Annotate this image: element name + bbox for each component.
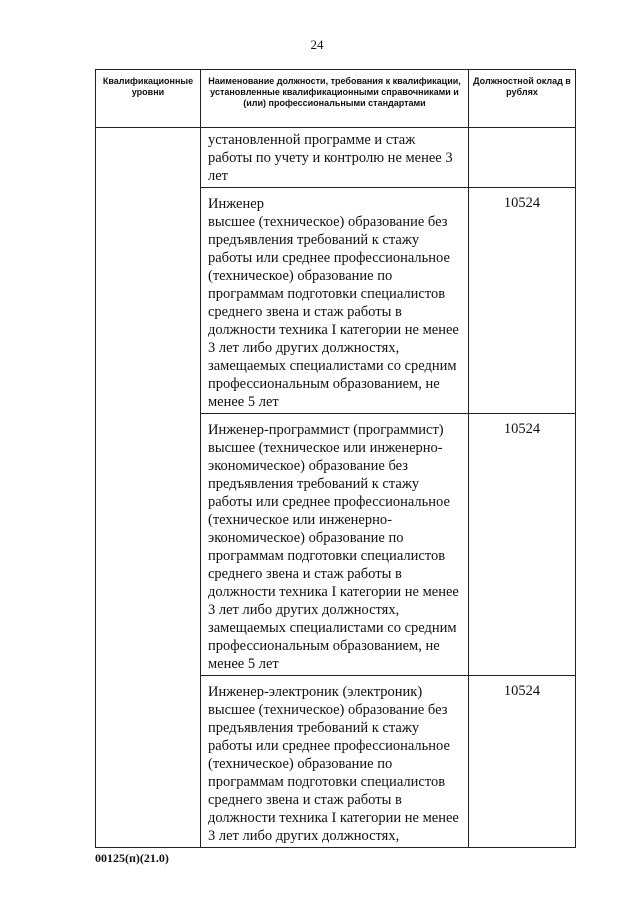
- header-position: Наименование должности, требования к квалификации, установленные квалификационными справочниками и (или) профессиональными стандартами: [201, 70, 469, 128]
- position-cell: [201, 188, 469, 414]
- salary-value: [469, 128, 575, 134]
- header-salary: Должностной оклад в рублях: [469, 70, 576, 128]
- salary-value: 10524: [503, 195, 541, 211]
- page-number: 24: [310, 37, 324, 52]
- table-header-row: [96, 70, 576, 128]
- position-cell: [201, 414, 469, 676]
- header-level: Квалификационные уровни: [96, 70, 201, 128]
- salary-value: 10524: [503, 683, 541, 699]
- salary-cell: [469, 676, 576, 848]
- level-cell: [96, 128, 201, 848]
- salary-value: 10524: [503, 421, 541, 437]
- position-cell: [201, 128, 469, 188]
- position-text: Инженер-программист (программист) высшее (техническое или инженерно- экономическое) образование без предъявления требований к стажу работы или среднее профессиональное (техническое или инженерно- экономическое) образование по программам подготовки специалистов среднего звена и стаж работы в должности техника I категории не менее 3 лет либо других должностях, замещаемых специалистами со средним профессиональным образованием, не менее 5 лет: [208, 422, 459, 672]
- salary-cell: [469, 128, 576, 188]
- position-cell: [201, 676, 469, 848]
- position-text: установленной программе и стаж работы по учету и контролю не менее 3 лет: [208, 132, 453, 184]
- position-text: Инженер высшее (техническое) образование без предъявления требований к стажу работы или среднее профессиональное (техническое) образование по программам подготовки специалистов среднего звена и стаж работы в должности техника I категории не менее 3 лет либо других должностях, замещаемых специалистами со средним профессиональным образованием, не менее 5 лет: [208, 196, 459, 410]
- document-code: 00125(п)(21.0): [95, 851, 169, 865]
- position-text: Инженер-электроник (электроник) высшее (техническое) образование без предъявления требований к стажу работы или среднее профессиональное (техническое) образование по программам подготовки специалистов среднего звена и стаж работы в должности техника I категории не менее 3 лет либо других должностях,: [208, 684, 459, 844]
- qualification-table: [95, 69, 576, 848]
- table-row: [96, 128, 576, 188]
- salary-cell: [469, 188, 576, 414]
- salary-cell: [469, 414, 576, 676]
